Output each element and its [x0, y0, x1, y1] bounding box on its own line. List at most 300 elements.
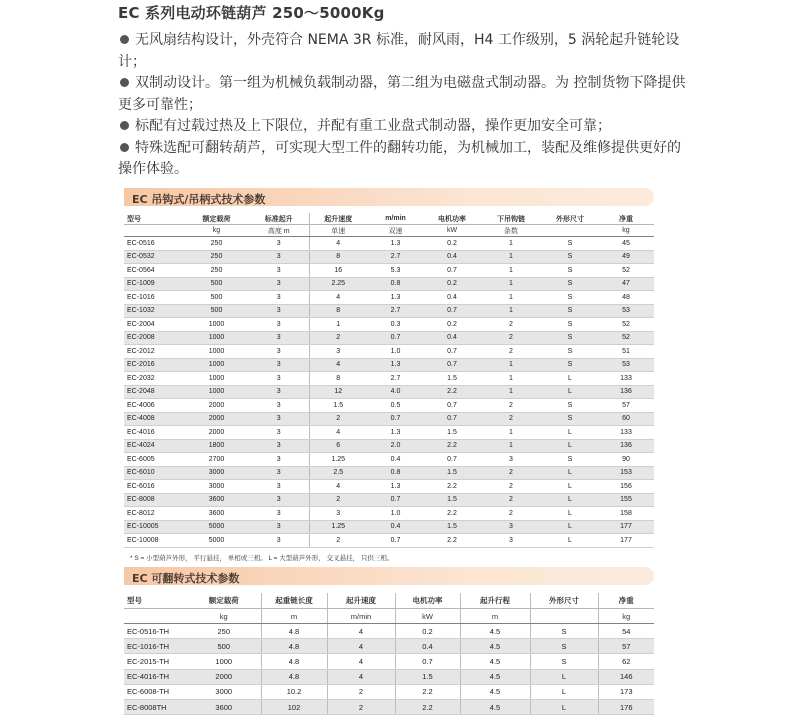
- table-cell: L: [542, 534, 598, 548]
- table-row: [124, 331, 654, 345]
- bullet-icon: [120, 78, 129, 87]
- table-cell: 136: [598, 439, 654, 453]
- table-cell: 1.5: [395, 669, 460, 684]
- table-cell: 51: [598, 345, 654, 359]
- table-cell: 2: [480, 480, 542, 494]
- table-cell: L: [542, 493, 598, 507]
- col-subheader: 高度 m: [249, 225, 309, 237]
- page-title: EC 系列电动环链葫芦 250～5000Kg: [118, 4, 385, 22]
- table-cell: 1000: [184, 345, 249, 359]
- table-cell: 54: [598, 624, 654, 639]
- table-row: [124, 684, 654, 699]
- table-cell: 250: [187, 624, 261, 639]
- table-row: [124, 453, 654, 467]
- table-cell: 0.7: [367, 331, 424, 345]
- table-cell: 2000: [184, 412, 249, 426]
- table-cell: 2: [480, 493, 542, 507]
- table-cell: EC-1032: [124, 304, 184, 318]
- table-cell: 3: [249, 358, 309, 372]
- table-cell: 6: [309, 439, 367, 453]
- col-subheader: kg: [184, 225, 249, 237]
- col-header: 起升速度: [309, 213, 367, 225]
- table-cell: 3: [249, 372, 309, 386]
- table-cell: 1: [480, 426, 542, 440]
- col-subheader: 单速: [309, 225, 367, 237]
- table-cell: 3: [249, 264, 309, 278]
- table-cell: L: [542, 466, 598, 480]
- table-row: [124, 399, 654, 413]
- table-row: [124, 250, 654, 264]
- table-cell: 158: [598, 507, 654, 521]
- table-cell: 3600: [184, 507, 249, 521]
- table-cell: 8: [309, 250, 367, 264]
- table-cell: 3: [249, 277, 309, 291]
- bullet-icon: [120, 121, 129, 130]
- table-row: [124, 412, 654, 426]
- table-cell: S: [542, 358, 598, 372]
- table-cell: 3: [249, 345, 309, 359]
- table-cell: 0.2: [424, 318, 480, 332]
- table-cell: EC-8008: [124, 493, 184, 507]
- table-cell: 2.2: [424, 507, 480, 521]
- table-cell: S: [542, 291, 598, 305]
- table-cell: 3: [249, 237, 309, 251]
- table-cell: 90: [598, 453, 654, 467]
- table-cell: 133: [598, 426, 654, 440]
- table-cell: S: [542, 453, 598, 467]
- table-cell: EC-6005: [124, 453, 184, 467]
- table-cell: 2: [480, 507, 542, 521]
- table-cell: 5000: [184, 534, 249, 548]
- table-cell: 16: [309, 264, 367, 278]
- table-row: [124, 507, 654, 521]
- table-cell: 1.3: [367, 358, 424, 372]
- table-cell: 0.4: [424, 331, 480, 345]
- table-row: [124, 669, 654, 684]
- table-cell: 3: [309, 345, 367, 359]
- table-cell: EC-0516: [124, 237, 184, 251]
- table-cell: 4: [309, 291, 367, 305]
- table-cell: EC-2008: [124, 331, 184, 345]
- table-row: [124, 466, 654, 480]
- table-cell: S: [542, 331, 598, 345]
- table-cell: 1.0: [367, 345, 424, 359]
- table-cell: 4.8: [261, 654, 327, 669]
- table-cell: 2.25: [309, 277, 367, 291]
- table-cell: 1.25: [309, 453, 367, 467]
- table-row: [124, 654, 654, 669]
- table-cell: 4.8: [261, 624, 327, 639]
- table-row: [124, 372, 654, 386]
- table-cell: 53: [598, 304, 654, 318]
- table-cell: EC-0516-TH: [124, 624, 187, 639]
- table-row: [124, 264, 654, 278]
- col-header: m/min: [367, 213, 424, 225]
- table-cell: 0.2: [395, 624, 460, 639]
- table-cell: 0.2: [424, 277, 480, 291]
- table-cell: 2000: [184, 426, 249, 440]
- table-cell: 1000: [187, 654, 261, 669]
- table2-caption: EC 可翻转式技术参数: [132, 572, 240, 585]
- table-cell: 4.5: [460, 624, 530, 639]
- table-cell: EC-2016: [124, 358, 184, 372]
- table-cell: 1: [480, 237, 542, 251]
- table-cell: 48: [598, 291, 654, 305]
- table-cell: 8: [309, 372, 367, 386]
- table-cell: 12: [309, 385, 367, 399]
- col-subheader: kg: [598, 609, 654, 624]
- table-cell: 1: [480, 277, 542, 291]
- table-row: [124, 426, 654, 440]
- table-cell: 0.3: [367, 318, 424, 332]
- table-row: [124, 237, 654, 251]
- table-cell: 52: [598, 318, 654, 332]
- table-cell: EC-1016: [124, 291, 184, 305]
- table-cell: 2: [480, 345, 542, 359]
- table-cell: 3: [249, 453, 309, 467]
- table-cell: 4: [327, 624, 395, 639]
- table-cell: 52: [598, 264, 654, 278]
- table2-header-row: [124, 593, 654, 609]
- table-cell: 1: [309, 318, 367, 332]
- table-cell: 1.5: [424, 520, 480, 534]
- table-cell: 4.5: [460, 699, 530, 714]
- table-cell: L: [530, 699, 598, 714]
- table-cell: EC-8008TH: [124, 699, 187, 714]
- table-cell: 3: [249, 250, 309, 264]
- col-header: 电机功率: [395, 593, 460, 609]
- table-cell: EC-0532: [124, 250, 184, 264]
- hook-suspension-spec-block: [124, 188, 654, 562]
- table-cell: EC-2015-TH: [124, 654, 187, 669]
- table-cell: 176: [598, 699, 654, 714]
- table1-header-row: [124, 213, 654, 225]
- table-cell: 2: [480, 399, 542, 413]
- table-cell: EC-0564: [124, 264, 184, 278]
- table-cell: 3: [480, 453, 542, 467]
- table-cell: 2: [480, 318, 542, 332]
- table-cell: 2.2: [424, 534, 480, 548]
- table-cell: 1.3: [367, 291, 424, 305]
- table-cell: 4: [309, 237, 367, 251]
- table-cell: 177: [598, 534, 654, 548]
- table-cell: 3: [249, 412, 309, 426]
- table-cell: 155: [598, 493, 654, 507]
- feature-item: 特殊选配可翻转葫芦，可实现大型工件的翻转功能，为机械加工，装配及维修提供更好的操作体验。: [118, 139, 681, 177]
- table-cell: 4.5: [460, 654, 530, 669]
- table-cell: 500: [184, 304, 249, 318]
- table-cell: 0.8: [367, 277, 424, 291]
- col-header: 外形尺寸: [530, 593, 598, 609]
- table-cell: 3: [249, 291, 309, 305]
- table-cell: L: [530, 669, 598, 684]
- table-cell: 1.5: [424, 426, 480, 440]
- table-cell: 500: [184, 277, 249, 291]
- table-cell: EC-6016: [124, 480, 184, 494]
- bullet-icon: [120, 143, 129, 152]
- table-cell: 4: [327, 639, 395, 654]
- table-cell: 4.5: [460, 669, 530, 684]
- table-cell: EC-6010: [124, 466, 184, 480]
- table-cell: 2: [480, 412, 542, 426]
- table-cell: 2.7: [367, 372, 424, 386]
- table-cell: EC-10008: [124, 534, 184, 548]
- table-cell: 0.4: [395, 639, 460, 654]
- table-cell: 4: [327, 654, 395, 669]
- table-cell: L: [542, 439, 598, 453]
- table-cell: 0.7: [424, 399, 480, 413]
- table-cell: 0.7: [367, 534, 424, 548]
- table-cell: 3: [249, 466, 309, 480]
- table1-caption-band: [124, 188, 654, 206]
- col-header: 额定载荷: [187, 593, 261, 609]
- table-cell: 500: [187, 639, 261, 654]
- col-header: 电机功率: [424, 213, 480, 225]
- table-cell: 1: [480, 250, 542, 264]
- table-cell: 1: [480, 385, 542, 399]
- table-cell: 3: [249, 385, 309, 399]
- table-cell: EC-8012: [124, 507, 184, 521]
- table-cell: 3: [480, 520, 542, 534]
- table-cell: 4: [309, 358, 367, 372]
- table-cell: 2: [327, 699, 395, 714]
- table-row: [124, 480, 654, 494]
- table-cell: 133: [598, 372, 654, 386]
- table-cell: EC-2004: [124, 318, 184, 332]
- table1-footnote: * S = 小型葫芦外形， 平行悬挂， 单相或三相。 L = 大型葫芦外形， 交叉悬挂， 只供三相。: [130, 554, 394, 562]
- table-cell: 173: [598, 684, 654, 699]
- table2-subheader-row: [124, 609, 654, 624]
- table-cell: 1.3: [367, 480, 424, 494]
- table-cell: S: [542, 237, 598, 251]
- table-cell: 0.4: [424, 291, 480, 305]
- table-cell: 2: [309, 493, 367, 507]
- table-cell: EC-2048: [124, 385, 184, 399]
- table-cell: 3: [309, 507, 367, 521]
- hook-suspension-spec-table: [124, 213, 654, 548]
- table-cell: 1: [480, 291, 542, 305]
- col-header: 净重: [598, 213, 654, 225]
- col-subheader: kg: [187, 609, 261, 624]
- col-subheader: m/min: [327, 609, 395, 624]
- table-row: [124, 304, 654, 318]
- table-cell: 3: [249, 520, 309, 534]
- table-cell: 0.7: [367, 412, 424, 426]
- col-header: 净重: [598, 593, 654, 609]
- table-cell: 5000: [184, 520, 249, 534]
- table-cell: 1.25: [309, 520, 367, 534]
- table-cell: 45: [598, 237, 654, 251]
- table-cell: EC-4008: [124, 412, 184, 426]
- table-cell: 1.5: [424, 466, 480, 480]
- table-cell: 4.0: [367, 385, 424, 399]
- table-cell: 2: [309, 412, 367, 426]
- col-subheader: [124, 225, 184, 237]
- table-cell: 1: [480, 358, 542, 372]
- table-cell: EC-4006: [124, 399, 184, 413]
- col-header: 起升行程: [460, 593, 530, 609]
- table-cell: 177: [598, 520, 654, 534]
- table-cell: 2.7: [367, 304, 424, 318]
- col-header: 下吊钩链: [480, 213, 542, 225]
- table-cell: L: [542, 480, 598, 494]
- table-cell: 3600: [187, 699, 261, 714]
- table-cell: 62: [598, 654, 654, 669]
- table-cell: 3000: [184, 466, 249, 480]
- table-cell: 57: [598, 639, 654, 654]
- table-cell: 136: [598, 385, 654, 399]
- table-cell: 3600: [184, 493, 249, 507]
- table-cell: 0.8: [367, 466, 424, 480]
- table-cell: 2: [309, 331, 367, 345]
- table-cell: 0.5: [367, 399, 424, 413]
- table-cell: 49: [598, 250, 654, 264]
- table-cell: 1000: [184, 318, 249, 332]
- table-cell: 2.0: [367, 439, 424, 453]
- table-row: [124, 385, 654, 399]
- table-cell: 1000: [184, 372, 249, 386]
- feature-item: 双制动设计。第一组为机械负载制动器，第二组为电磁盘式制动器。为 控制货物下降提供更多可靠性；: [118, 75, 686, 113]
- table-cell: 1.5: [424, 372, 480, 386]
- table-cell: 8: [309, 304, 367, 318]
- table-cell: EC-4016-TH: [124, 669, 187, 684]
- table-cell: 2: [327, 684, 395, 699]
- table-cell: 2.7: [367, 250, 424, 264]
- table-row: [124, 345, 654, 359]
- table-cell: 1.5: [424, 493, 480, 507]
- table-cell: 0.2: [424, 237, 480, 251]
- table-cell: 4.5: [460, 639, 530, 654]
- feature-list: [118, 30, 690, 181]
- table-cell: 4: [309, 426, 367, 440]
- feature-item: 标配有过载过热及上下限位，并配有重工业盘式制动器，操作更加安全可靠；: [118, 116, 690, 138]
- table-cell: 0.7: [424, 412, 480, 426]
- table-cell: 2700: [184, 453, 249, 467]
- table-cell: 0.7: [367, 493, 424, 507]
- table-cell: 1.0: [367, 507, 424, 521]
- table-cell: 3: [249, 304, 309, 318]
- table-cell: 4: [309, 480, 367, 494]
- table-cell: S: [530, 639, 598, 654]
- table1-caption: EC 吊钩式/吊柄式技术参数: [132, 193, 266, 206]
- table-cell: S: [530, 624, 598, 639]
- table-cell: 0.7: [424, 453, 480, 467]
- col-header: 标准起升: [249, 213, 309, 225]
- table-cell: EC-2012: [124, 345, 184, 359]
- col-header: 型号: [124, 213, 184, 225]
- table-cell: EC-4016: [124, 426, 184, 440]
- table-cell: 2: [480, 466, 542, 480]
- table-cell: 0.7: [424, 358, 480, 372]
- table-row: [124, 439, 654, 453]
- table-cell: 0.4: [367, 520, 424, 534]
- col-subheader: kg: [598, 225, 654, 237]
- table-cell: 2000: [184, 399, 249, 413]
- table-cell: 0.7: [424, 345, 480, 359]
- table-cell: 3: [249, 399, 309, 413]
- table-cell: S: [542, 264, 598, 278]
- table-cell: 3: [480, 534, 542, 548]
- table-row: [124, 639, 654, 654]
- table-cell: EC-1009: [124, 277, 184, 291]
- table-cell: L: [542, 507, 598, 521]
- table-cell: 3: [249, 507, 309, 521]
- table-cell: S: [542, 412, 598, 426]
- table-cell: S: [542, 399, 598, 413]
- table-cell: 0.7: [424, 264, 480, 278]
- col-header: 型号: [124, 593, 187, 609]
- table-row: [124, 534, 654, 548]
- table-cell: S: [542, 250, 598, 264]
- table-row: [124, 291, 654, 305]
- table-cell: EC-1016-TH: [124, 639, 187, 654]
- table-cell: 1.5: [309, 399, 367, 413]
- table-row: [124, 699, 654, 714]
- table-cell: L: [542, 520, 598, 534]
- col-subheader: kW: [424, 225, 480, 237]
- table-cell: 0.7: [395, 654, 460, 669]
- col-subheader: [124, 609, 187, 624]
- col-header: 额定载荷: [184, 213, 249, 225]
- table-cell: 10.2: [261, 684, 327, 699]
- table-row: [124, 358, 654, 372]
- table-cell: 3: [249, 426, 309, 440]
- table-cell: 2: [309, 534, 367, 548]
- table-cell: 1800: [184, 439, 249, 453]
- table-row: [124, 277, 654, 291]
- table-cell: 156: [598, 480, 654, 494]
- col-subheader: [542, 225, 598, 237]
- table-cell: 47: [598, 277, 654, 291]
- table-cell: 4.8: [261, 669, 327, 684]
- table-cell: 3: [249, 318, 309, 332]
- table1-subheader-row: [124, 225, 654, 237]
- table-cell: 250: [184, 264, 249, 278]
- col-subheader: [530, 609, 598, 624]
- table-cell: EC-4024: [124, 439, 184, 453]
- table-cell: 3: [249, 480, 309, 494]
- table-cell: 52: [598, 331, 654, 345]
- col-subheader: m: [460, 609, 530, 624]
- col-header: 起重链长度: [261, 593, 327, 609]
- col-header: 起升速度: [327, 593, 395, 609]
- table-cell: 4: [327, 669, 395, 684]
- table-cell: 1000: [184, 331, 249, 345]
- table-cell: EC-10005: [124, 520, 184, 534]
- table-row: [124, 624, 654, 639]
- table-cell: 1: [480, 264, 542, 278]
- table-cell: 146: [598, 669, 654, 684]
- table-cell: S: [530, 654, 598, 669]
- table-cell: 2.2: [395, 699, 460, 714]
- col-subheader: 双速: [367, 225, 424, 237]
- table-cell: 3000: [184, 480, 249, 494]
- table-cell: EC-6008-TH: [124, 684, 187, 699]
- table-cell: 2.5: [309, 466, 367, 480]
- col-subheader: m: [261, 609, 327, 624]
- table-cell: 1.3: [367, 426, 424, 440]
- table-cell: 153: [598, 466, 654, 480]
- table-cell: S: [542, 304, 598, 318]
- table-cell: 1: [480, 439, 542, 453]
- table-cell: 2: [480, 331, 542, 345]
- table-cell: 3000: [187, 684, 261, 699]
- table-cell: 53: [598, 358, 654, 372]
- table-row: [124, 520, 654, 534]
- table-cell: 1: [480, 372, 542, 386]
- table-cell: 2.2: [395, 684, 460, 699]
- table-cell: 102: [261, 699, 327, 714]
